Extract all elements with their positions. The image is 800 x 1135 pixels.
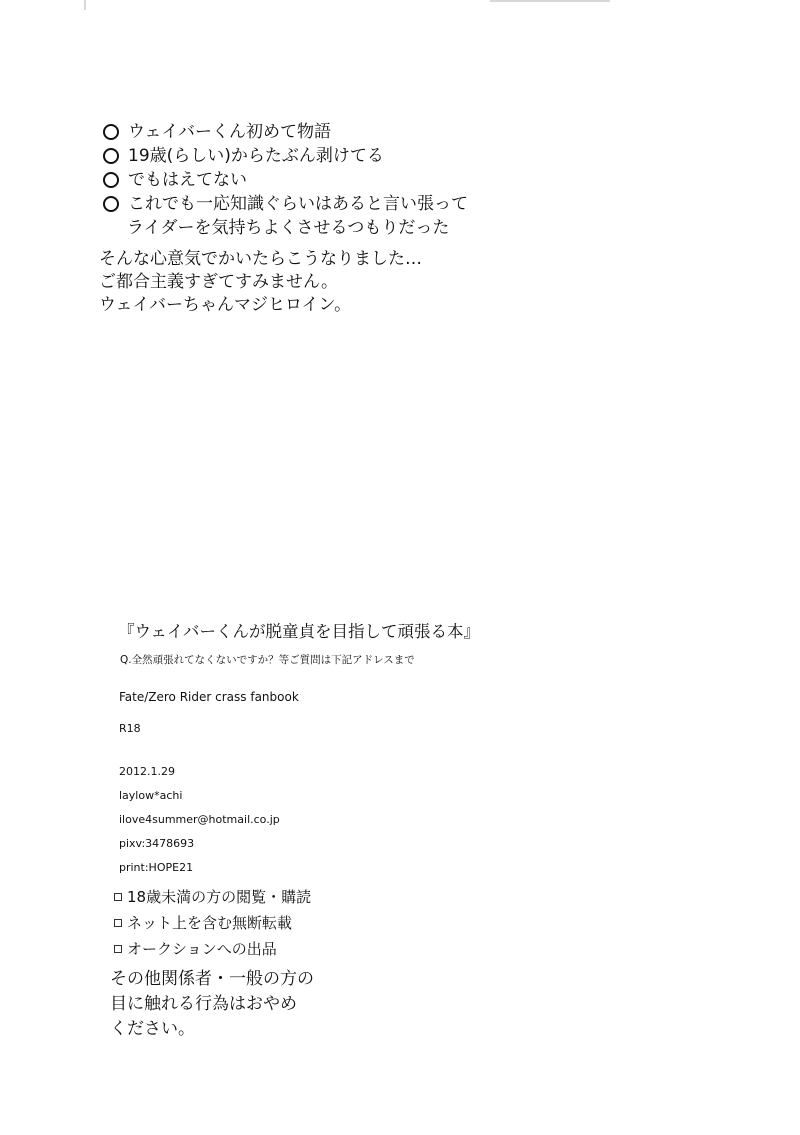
circle-bullet-icon	[103, 124, 119, 140]
note-continuation: ライダーを気持ちよくさせるつもりだった	[127, 218, 450, 238]
closing-line: ください。	[110, 1019, 195, 1039]
scan-artifact	[84, 0, 86, 10]
checkbox-square-icon	[114, 893, 122, 901]
closing-notice	[110, 967, 314, 1042]
comment-line: ウェイバーちゃんマジヒロイン。	[99, 295, 352, 315]
comment-line: そんな心意気でかいたらこうなりました…	[99, 249, 422, 269]
note-item	[103, 144, 468, 168]
circle-name: laylow*achi	[119, 789, 183, 802]
prohibition-item	[114, 884, 311, 910]
notes-list	[103, 120, 468, 240]
rating-label: R18	[119, 722, 141, 735]
author-comment	[99, 248, 422, 317]
note-text: これでも一応知識ぐらいはあると言い張って	[128, 194, 468, 214]
contact-question: Q.全然頑張れてなくないですか？等ご質問は下記アドレスまで	[120, 654, 415, 666]
contact-email: ilove4summer@hotmail.co.jp	[119, 813, 280, 826]
note-text: でもはえてない	[128, 170, 247, 190]
prohibition-list	[114, 884, 311, 962]
prohibition-text: 18歳未満の方の閲覧・購読	[127, 888, 312, 906]
pixiv-id: pixv:3478693	[119, 837, 195, 850]
note-item	[103, 120, 468, 144]
comment-line: ご都合主義すぎてすみません。	[99, 272, 339, 292]
scan-artifact	[490, 0, 610, 2]
prohibition-item	[114, 910, 311, 936]
publication-info	[119, 760, 280, 880]
prohibition-text: ネット上を含む無断転載	[127, 914, 293, 932]
circle-bullet-icon	[103, 148, 119, 164]
closing-line: 目に触れる行為はおやめ	[110, 994, 297, 1014]
book-subtitle: Fate/Zero Rider crass fanbook	[119, 690, 299, 704]
circle-bullet-icon	[103, 172, 119, 188]
printer-name: print:HOPE21	[119, 861, 194, 874]
publish-date: 2012.1.29	[119, 765, 175, 778]
book-title: 『ウェイバーくんが脱童貞を目指して頑張る本』	[118, 622, 481, 641]
note-item	[103, 168, 468, 192]
checkbox-square-icon	[114, 919, 122, 927]
prohibition-text: オークションへの出品	[127, 940, 277, 958]
note-item	[103, 192, 468, 216]
circle-bullet-icon	[103, 196, 119, 212]
checkbox-square-icon	[114, 945, 122, 953]
note-text: ウェイバーくん初めて物語	[128, 122, 331, 142]
note-text: 19歳(らしい)からたぶん剥けてる	[128, 146, 384, 166]
closing-line: その他関係者・一般の方の	[110, 969, 314, 989]
prohibition-item	[114, 936, 311, 962]
